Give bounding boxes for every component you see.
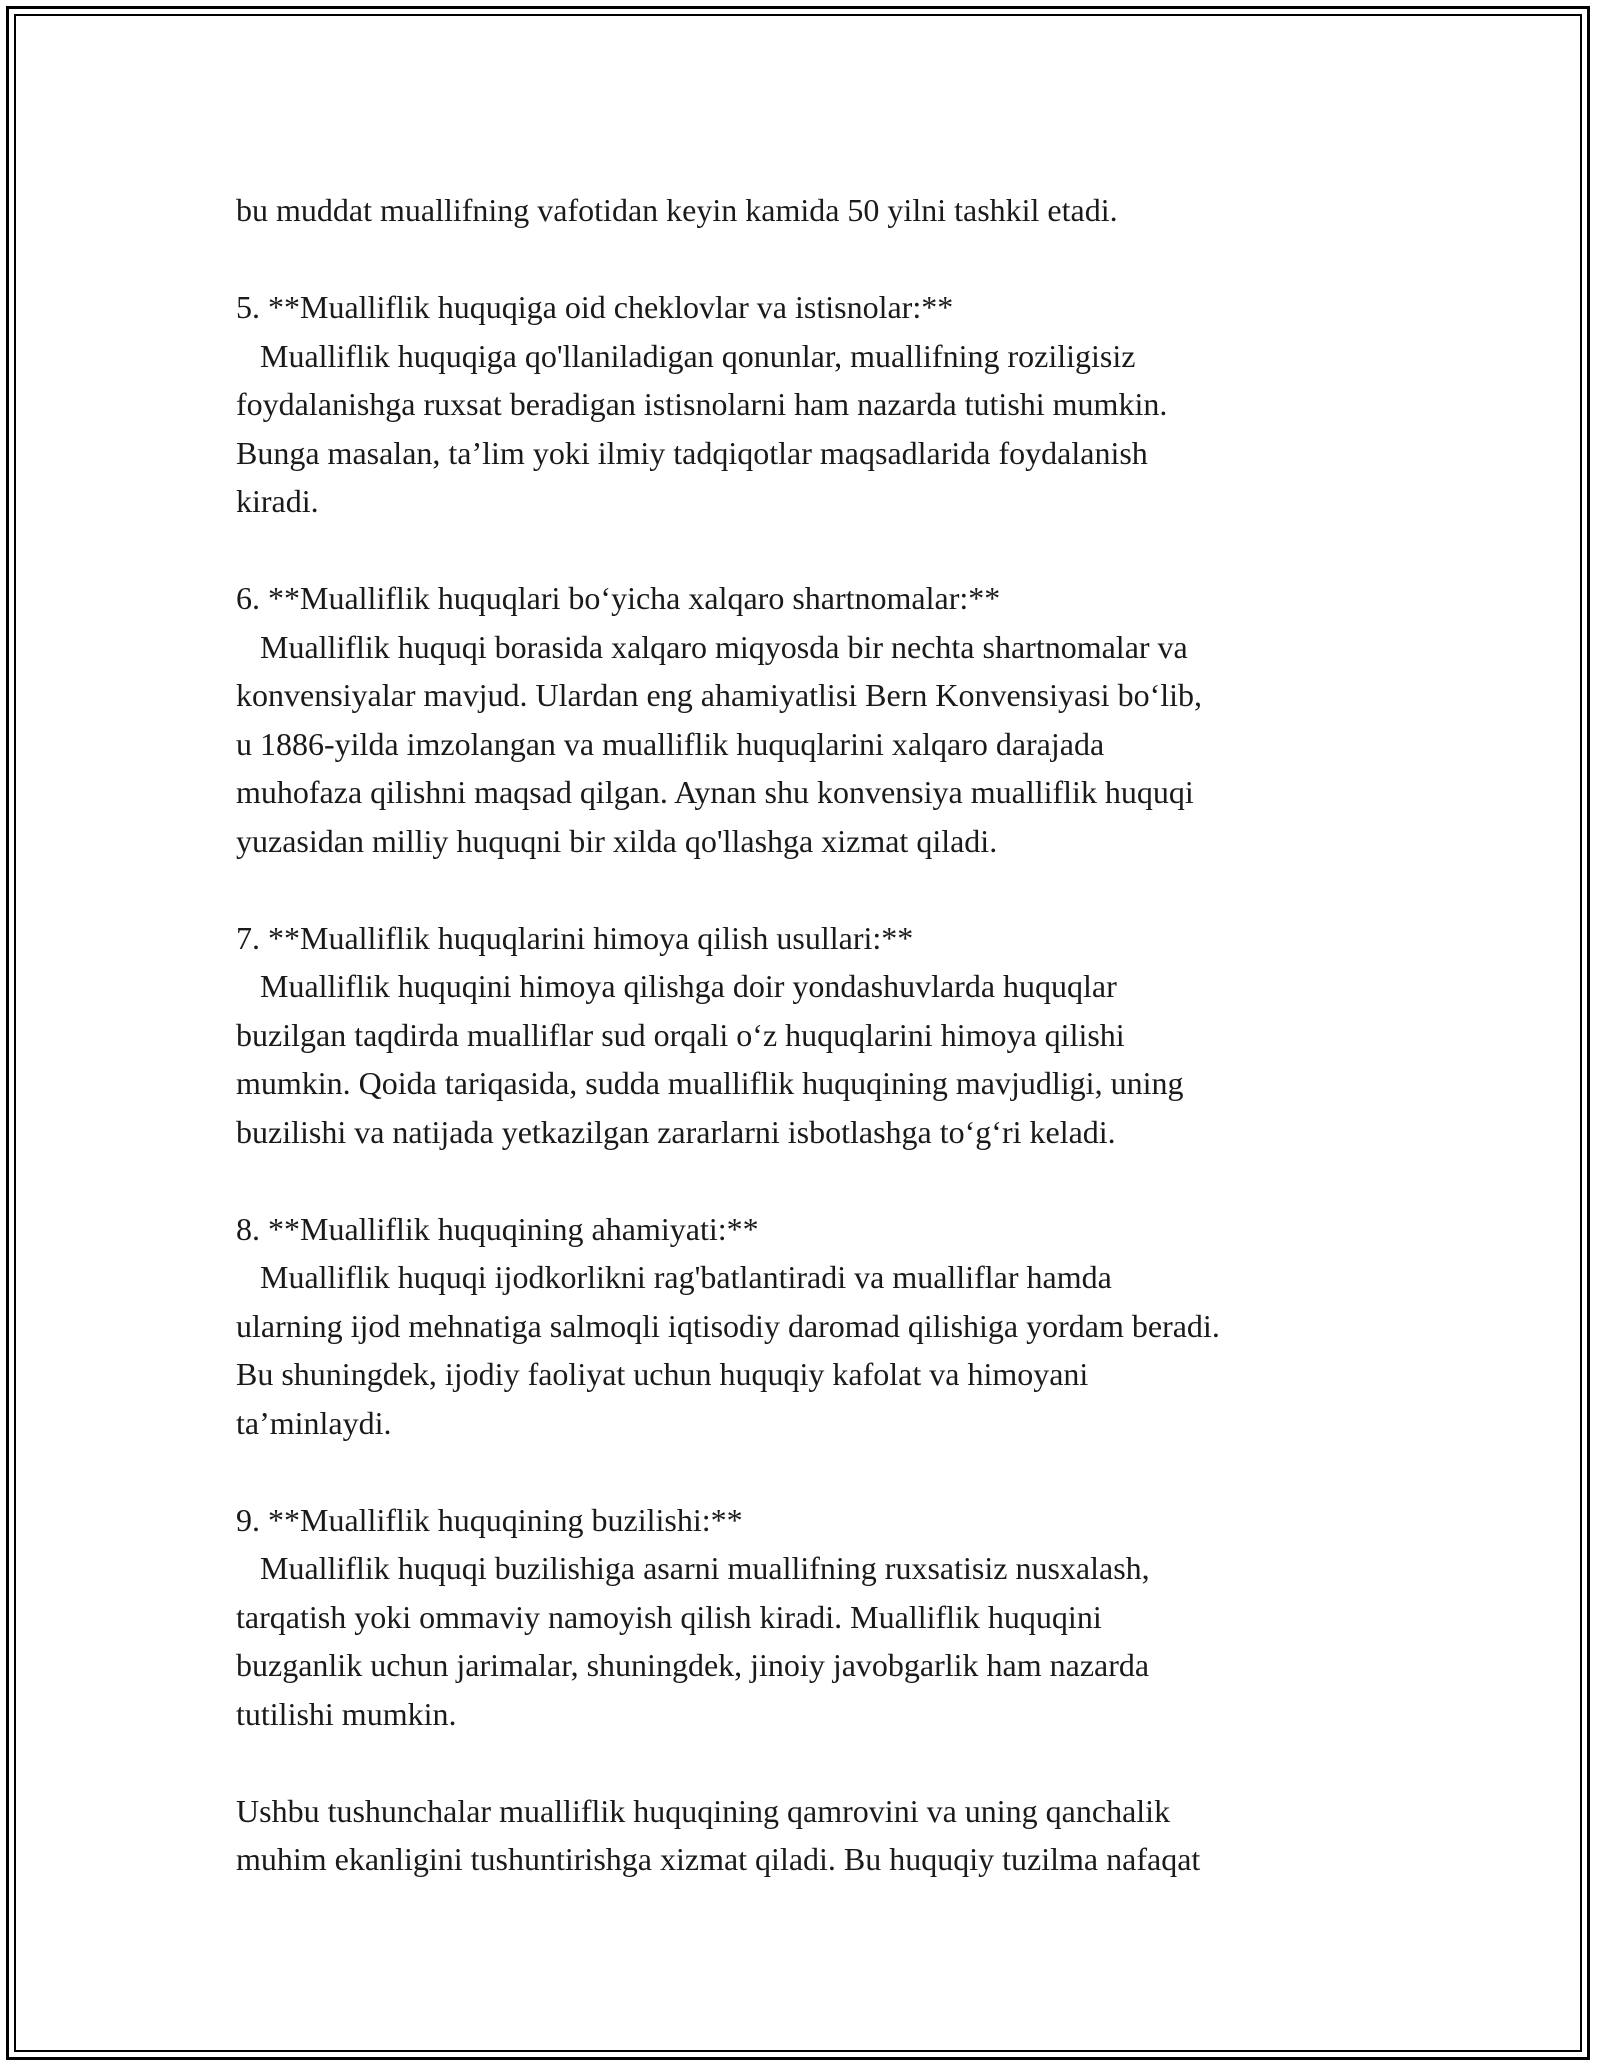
text-line: muhim ekanligini tushuntirishga xizmat qiladi. Bu huquqiy tuzilma nafaqat xyxy=(236,1841,1201,1877)
text-line: Mualliflik huquqi borasida xalqaro miqyosda bir nechta shartnomalar va xyxy=(236,628,1188,665)
section-heading: 7. **Mualliflik huquqlarini himoya qilish usullari:** xyxy=(236,919,914,956)
text-line: u 1886-yilda imzolangan va mualliflik huquqlarini xalqaro darajada xyxy=(236,725,1105,762)
text-line: konvensiyalar mavjud. Ulardan eng ahamiyatlisi Bern Konvensiyasi bo‘lib, xyxy=(236,677,1202,713)
paragraph-gap xyxy=(236,1447,1386,1496)
text-line: ta’minlaydi. xyxy=(236,1404,392,1441)
text-line: Mualliflik huquqi ijodkorlikni rag'batlantiradi va mualliflar hamda xyxy=(236,1259,1112,1295)
text-line: Ushbu tushunchalar mualliflik huquqining qamrovini va uning qanchalik xyxy=(236,1792,1171,1829)
text-line: buzilishi va natijada yetkazilgan zararlarni isbotlashga to‘g‘ri keladi. xyxy=(236,1113,1116,1150)
text-line: Bunga masalan, ta’lim yoki ilmiy tadqiqotlar maqsadlarida foydalanish xyxy=(236,434,1148,471)
section-heading: 8. **Mualliflik huquqining ahamiyati:** xyxy=(236,1210,759,1247)
text-line: kiradi. xyxy=(236,483,319,519)
text-line: buzilgan taqdirda mualliflar sud orqali o‘z huquqlarini himoya qilishi xyxy=(236,1016,1125,1053)
section-heading: 6. **Mualliflik huquqlari bo‘yicha xalqaro shartnomalar:** xyxy=(236,580,1001,616)
text-line: yuzasidan milliy huquqni bir xilda qo'llashga xizmat qiladi. xyxy=(236,822,998,859)
text-line: Mualliflik huquqi buzilishiga asarni muallifning ruxsatisiz nusxalash, xyxy=(236,1550,1150,1586)
text-line: Mualliflik huquqini himoya qilishga doir yondashuvlarda huquqlar xyxy=(236,968,1117,1004)
text-line: foydalanishga ruxsat beradigan istisnolarni ham nazarda tutishi mumkin. xyxy=(236,386,1168,422)
text-line: buzganlik uchun jarimalar, shuningdek, jinoiy javobgarlik ham nazarda xyxy=(236,1647,1150,1683)
paragraph-gap xyxy=(236,865,1386,914)
paragraph-copyright-term-end xyxy=(236,186,1386,235)
text-line: Mualliflik huquqiga qo'llaniladigan qonunlar, muallifning roziligisiz xyxy=(236,337,1136,374)
paragraph-section-9 xyxy=(236,1496,1386,1739)
paragraph-gap xyxy=(236,526,1386,575)
section-heading: 5. **Mualliflik huquqiga oid cheklovlar va istisnolar:** xyxy=(236,289,954,325)
paragraph-gap xyxy=(236,235,1386,284)
paragraph-conclusion xyxy=(236,1787,1386,1884)
paragraph-gap xyxy=(236,1738,1386,1787)
text-line: tarqatish yoki ommaviy namoyish qilish kiradi. Mualliflik huquqini xyxy=(236,1598,1102,1635)
section-heading: 9. **Mualliflik huquqining buzilishi:** xyxy=(236,1501,743,1538)
paragraph-section-6 xyxy=(236,574,1386,865)
text-line: ularning ijod mehnatiga salmoqli iqtisodiy daromad qilishiga yordam beradi. xyxy=(236,1307,1220,1344)
paragraph-section-5 xyxy=(236,283,1386,526)
text-line: tutilishi mumkin. xyxy=(236,1695,457,1732)
paragraph-section-8 xyxy=(236,1205,1386,1448)
text-line: bu muddat muallifning vafotidan keyin kamida 50 yilni tashkil etadi. xyxy=(236,192,1118,228)
document-body xyxy=(236,186,1386,1884)
paragraph-section-7 xyxy=(236,914,1386,1157)
text-line: mumkin. Qoida tariqasida, sudda mualliflik huquqining mavjudligi, uning xyxy=(236,1065,1184,1101)
text-line: Bu shuningdek, ijodiy faoliyat uchun huquqiy kafolat va himoyani xyxy=(236,1356,1089,1392)
paragraph-gap xyxy=(236,1156,1386,1205)
text-line: muhofaza qilishni maqsad qilgan. Aynan shu konvensiya mualliflik huquqi xyxy=(236,774,1194,810)
